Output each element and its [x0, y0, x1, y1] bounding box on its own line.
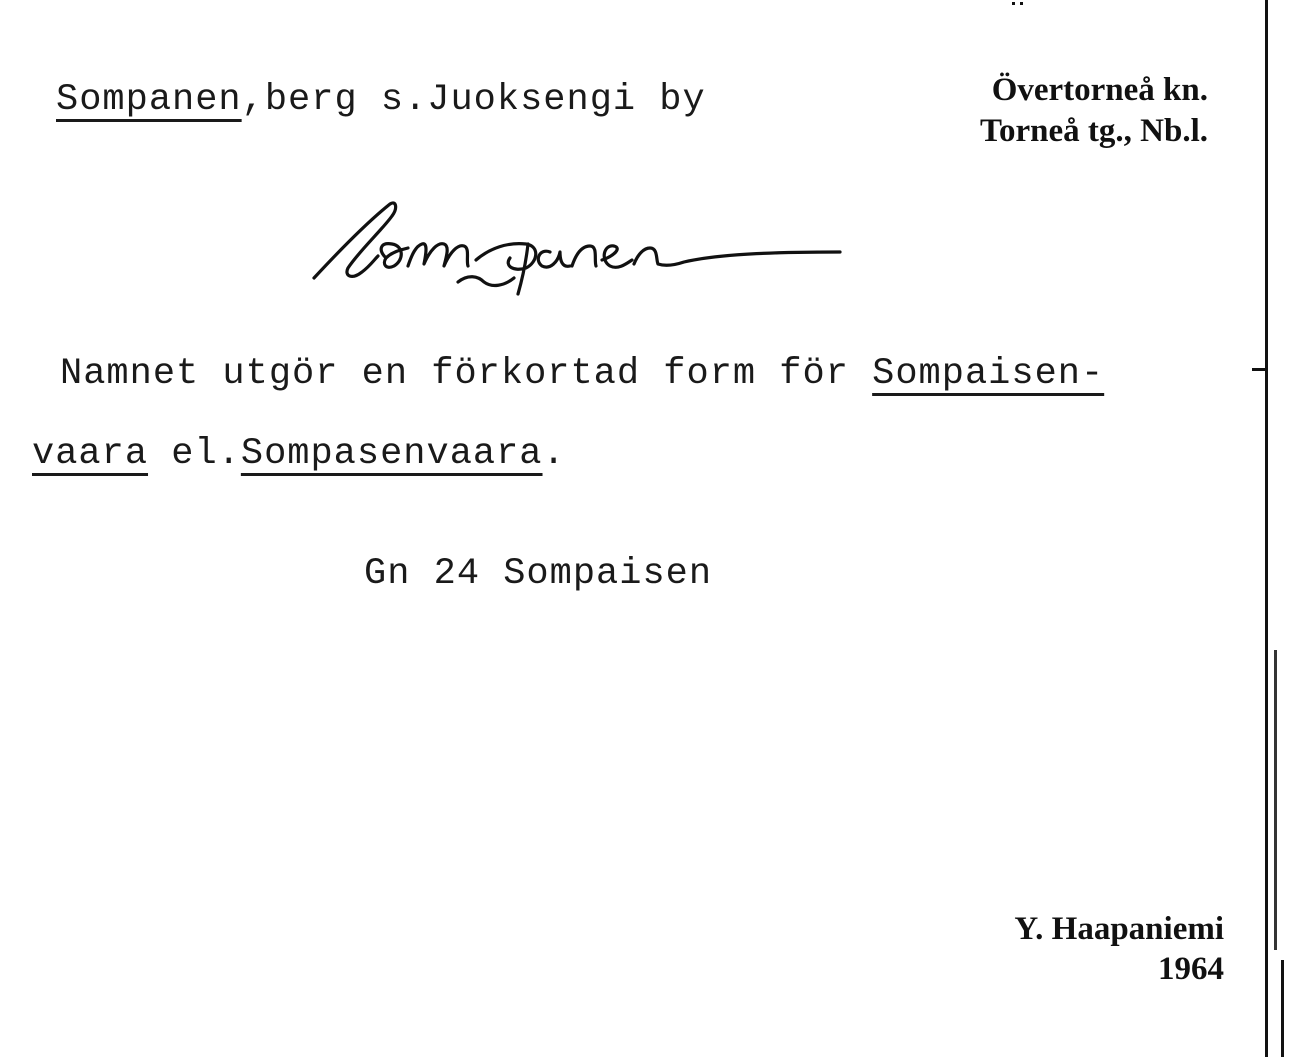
reference-line: Gn 24 Sompaisen: [364, 553, 713, 595]
entry-description: ,berg s.Juoksengi by: [241, 79, 706, 121]
card-edge-line: [1265, 0, 1268, 1057]
body-text-1: Namnet utgör en förkortad form för: [60, 353, 873, 395]
signature-year: 1964: [1158, 950, 1224, 987]
body-text-2: el.: [148, 433, 241, 475]
hyphen-mark: [1252, 368, 1268, 371]
body-line-1: [60, 353, 1105, 395]
speck-mark: [1020, 2, 1023, 5]
body-period: .: [542, 433, 566, 475]
entry-name: Sompanen: [56, 79, 242, 121]
stamp-parish: Torneå tg., Nb.l.: [980, 113, 1208, 150]
body-line-2: [6, 433, 566, 475]
handwritten-name: [300, 190, 860, 310]
signature-block: [1014, 910, 1224, 989]
name-form-1: Sompaisen-: [872, 353, 1105, 395]
card-edge-shadow: [1274, 650, 1277, 950]
stamp-municipality: Övertorneå kn.: [991, 72, 1208, 108]
name-form-1-cont: vaara: [32, 433, 149, 475]
speck-mark: [1012, 2, 1015, 5]
card-edge-corner: [1281, 960, 1284, 1057]
name-form-2: Sompasenvaara: [240, 433, 543, 475]
entry-heading: [56, 79, 706, 121]
signature-name: Y. Haapaniemi: [1014, 911, 1224, 947]
location-stamp: [980, 70, 1208, 153]
